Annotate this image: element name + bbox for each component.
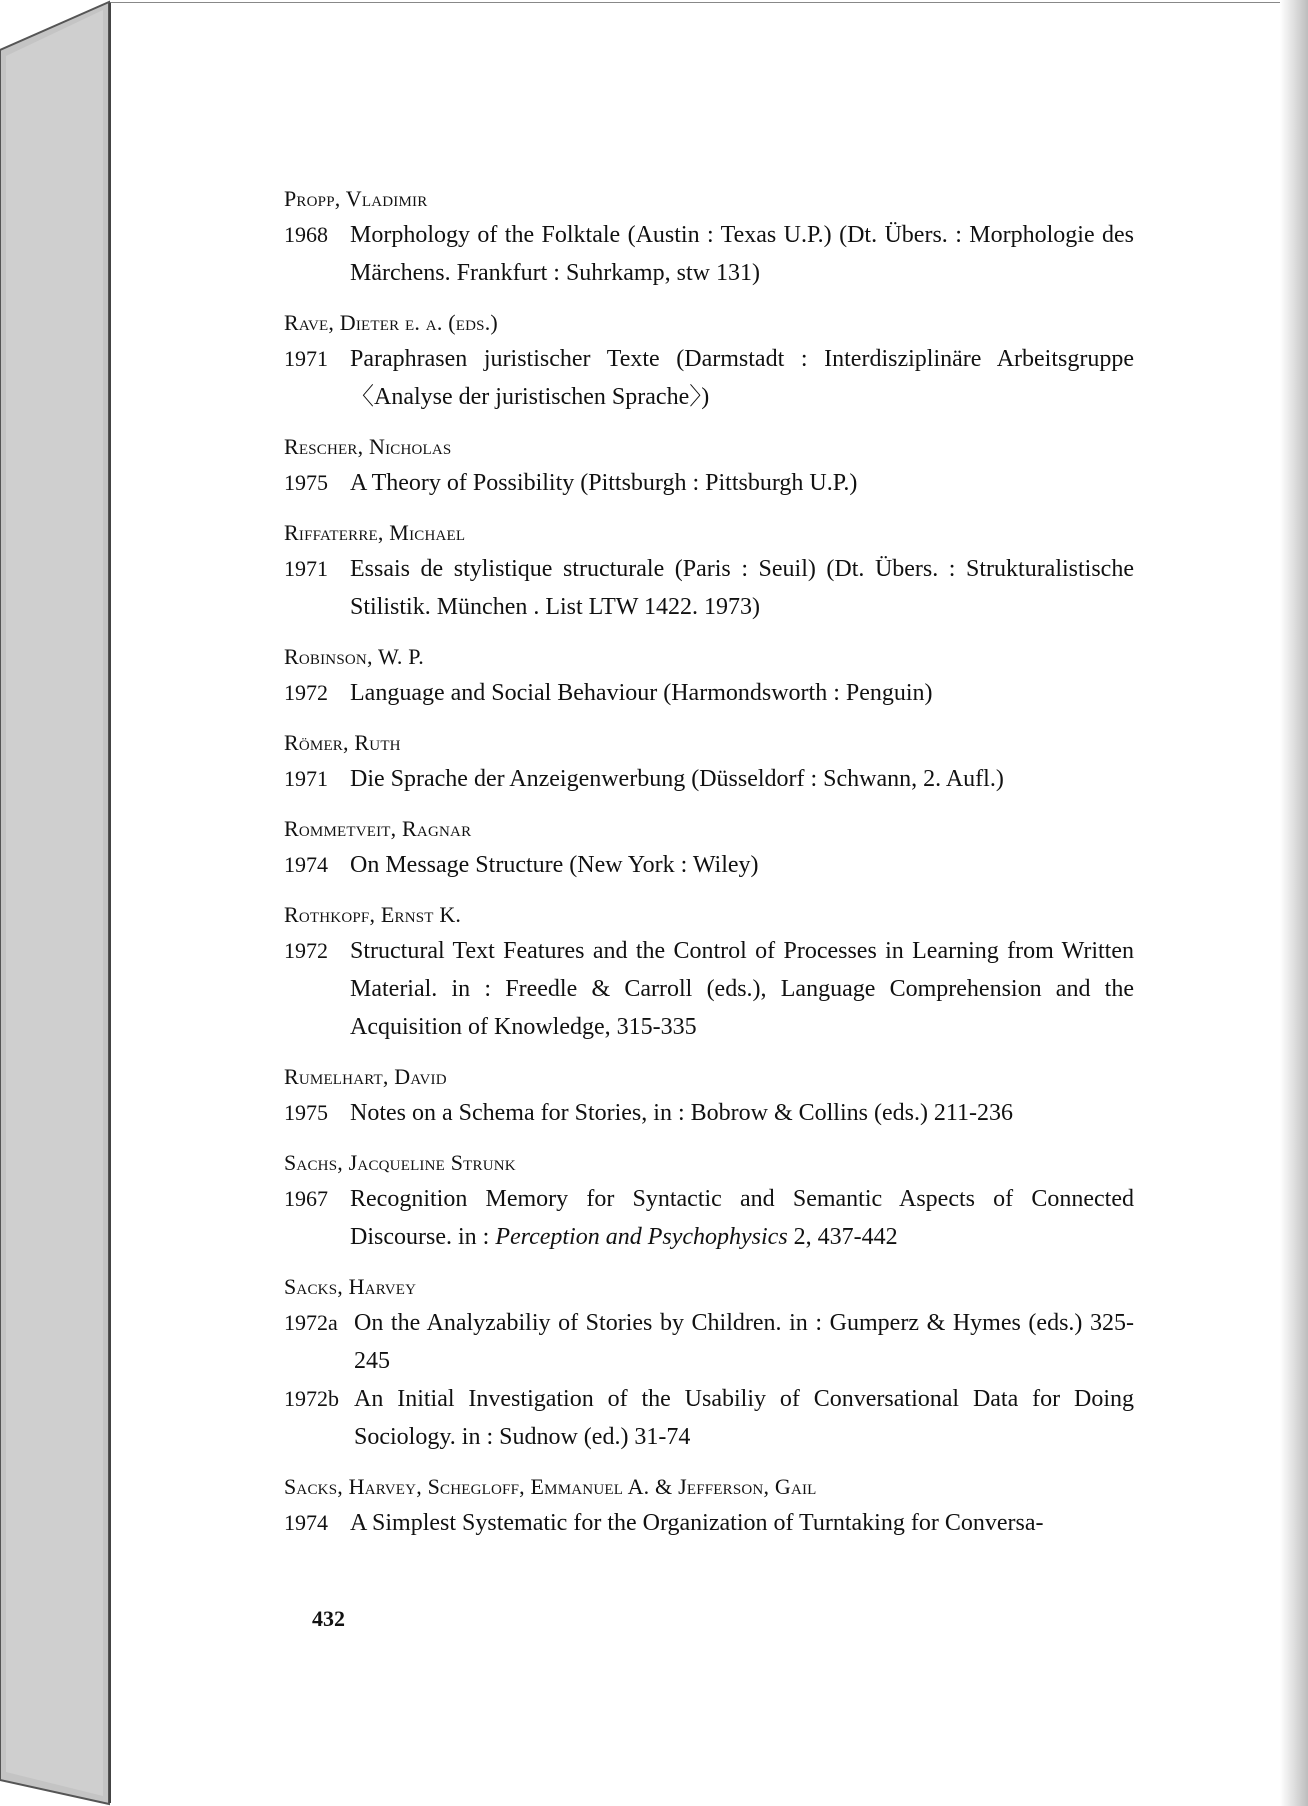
bib-entry: [284, 430, 1134, 502]
bib-title: Paraphrasen juristischer Texte (Darmstadt : Interdisziplinäre Arbeitsgruppe〈Analyse der juristischen Sprache〉): [350, 346, 1134, 410]
bib-year: 1975: [284, 1100, 328, 1125]
bib-work: [284, 1094, 1134, 1132]
bib-year: 1972: [284, 938, 328, 963]
bib-author: Rommetveit, Ragnar: [284, 816, 472, 841]
bib-entry: [284, 898, 1134, 1046]
bib-author: Propp, Vladimir: [284, 186, 428, 211]
bib-work: [284, 340, 1134, 416]
bib-title: A Simplest Systematic for the Organization of Turntaking for Conversa-: [350, 1510, 1044, 1536]
bib-title: Notes on a Schema for Stories, in : Bobrow & Collins (eds.) 211-236: [350, 1100, 1014, 1126]
bib-title: On Message Structure (New York : Wiley): [350, 852, 759, 878]
bib-entry: [284, 182, 1134, 292]
bib-year: 1974: [284, 1510, 328, 1535]
bib-entry: [284, 1470, 1134, 1542]
bib-title: Language and Social Behaviour (Harmondsworth : Penguin): [350, 680, 933, 706]
bib-entry: [284, 812, 1134, 884]
bib-author: Sacks, Harvey, Schegloff, Emmanuel A. & Jefferson, Gail: [284, 1474, 817, 1499]
bib-year: 1972: [284, 680, 328, 705]
page-edge-shadow: [1280, 0, 1308, 1806]
bib-year: 1971: [284, 766, 328, 791]
bib-work: [284, 1504, 1134, 1542]
bib-work: [284, 464, 1134, 502]
bib-work: [284, 1304, 1134, 1380]
bib-entry: [284, 726, 1134, 798]
bib-author: Rescher, Nicholas: [284, 434, 452, 459]
bib-author: Rave, Dieter e. a. (eds.): [284, 310, 498, 335]
bib-entry: [284, 306, 1134, 416]
bib-author: Rumelhart, David: [284, 1064, 447, 1089]
bib-title: Morphology of the Folktale (Austin : Texas U.P.) (Dt. Übers. : Morphologie des Märchens. Frankfurt : Suhrkamp, stw 131): [350, 222, 1134, 286]
bib-year: 1967: [284, 1186, 328, 1211]
bib-author: Sachs, Jacqueline Strunk: [284, 1150, 516, 1175]
bib-pages: 2, 437-442: [787, 1224, 898, 1250]
bib-title: Recognition Memory for Syntactic and Semantic Aspects of Connected Discourse. in :: [350, 1186, 1134, 1250]
page-number: 432: [312, 1606, 345, 1631]
bib-author: Römer, Ruth: [284, 730, 401, 755]
bib-work: [284, 674, 1134, 712]
bib-year: 1972b: [284, 1386, 339, 1411]
bib-work: [284, 1380, 1134, 1456]
bib-author: Rothkopf, Ernst K.: [284, 902, 462, 927]
bib-author: Sacks, Harvey: [284, 1274, 417, 1299]
bib-work: [284, 846, 1134, 884]
bib-title: A Theory of Possibility (Pittsburgh : Pittsburgh U.P.): [350, 470, 858, 496]
bib-title: Essais de stylistique structurale (Paris : Seuil) (Dt. Übers. : Strukturalistische Stilistik. München . List LTW 1422. 1973): [350, 556, 1134, 620]
bib-work: [284, 760, 1134, 798]
bib-entry: [284, 1060, 1134, 1132]
bib-year: 1968: [284, 222, 328, 247]
bib-journal-title: Perception and Psychophysics: [495, 1224, 788, 1250]
bib-year: 1971: [284, 556, 328, 581]
bib-entry: [284, 1270, 1134, 1456]
bib-author: Robinson, W. P.: [284, 644, 424, 669]
bib-entry: [284, 516, 1134, 626]
bib-title: Structural Text Features and the Control of Processes in Learning from Written Material. in : Freedle & Carroll (eds.), Language Comprehension and the Acquisition of Knowledge, 315-335: [350, 938, 1134, 1040]
bib-author: Riffaterre, Michael: [284, 520, 466, 545]
bib-work: [284, 1180, 1134, 1256]
bib-title: An Initial Investigation of the Usabiliy of Conversational Data for Doing Sociology. in : Sudnow (ed.) 31-74: [354, 1386, 1134, 1450]
bib-year: 1972a: [284, 1310, 338, 1335]
bib-work: [284, 216, 1134, 292]
bib-year: 1971: [284, 346, 328, 371]
bib-year: 1974: [284, 852, 328, 877]
bib-work: [284, 550, 1134, 626]
bib-title: On the Analyzabiliy of Stories by Children. in : Gumperz & Hymes (eds.) 325-245: [354, 1310, 1134, 1374]
bib-entry: [284, 1146, 1134, 1256]
bib-work: [284, 932, 1134, 1046]
bib-entry: [284, 640, 1134, 712]
bibliography-list: [284, 182, 1134, 1556]
bib-title: Die Sprache der Anzeigenwerbung (Düsseldorf : Schwann, 2. Aufl.): [350, 766, 1004, 792]
bib-year: 1975: [284, 470, 328, 495]
